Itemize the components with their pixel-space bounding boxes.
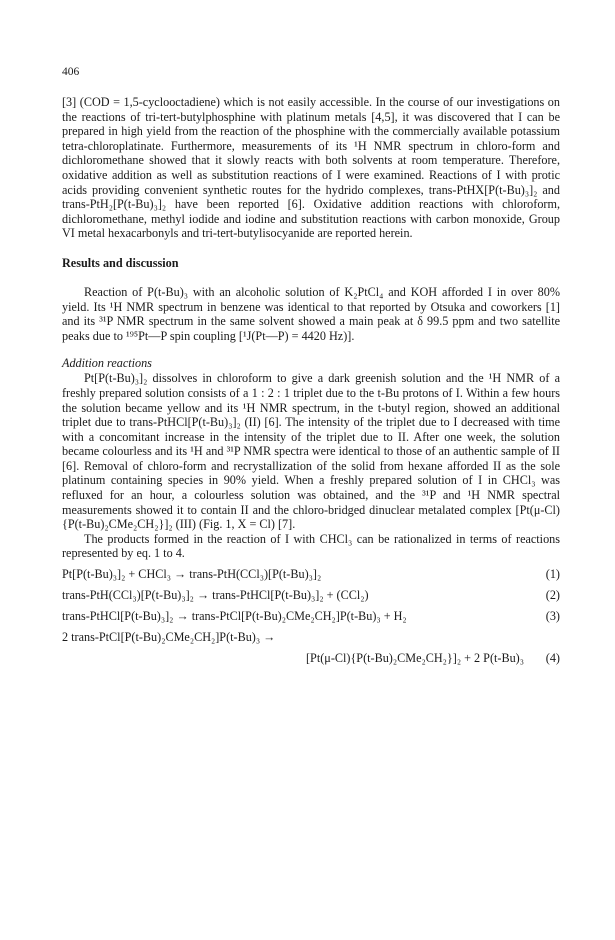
equation-number [530, 630, 560, 645]
equation-3 [62, 609, 560, 624]
addition-paragraph: Pt[P(t-Bu)₃]₂ dissolves in chloroform to give a dark greenish solution and the ¹H NMR of a freshly prepared solution consists of a 1 : 2 : 1 triplet due to the t-Bu protons of I. Within a few hours the solution became yellow and its ¹H NMR spectrum, in the t-butyl region, showed an additional triplet due to trans-PtHCl[P(t-Bu)₃]₂ (II) [6]. The intensity of the triplet due to I decreased with time with a concomitant increase in the intensity of the triplet due to II. After one week, the solution became colourless and its ¹H and ³¹P NMR spectra were identical to those of an authentic sample of II [6]. Removal of chloro-form and recrystallization of the solid from hexane afforded II as the sole platinum containing species in 90% yield. When a freshly prepared solution of I in CHCl₃ was refluxed for an hour, a colourless solution was obtained, and the ³¹P and ¹H NMR spectral measurements showed it to contain II and the chloro-bridged dinuclear metalated complex [Pt(μ-Cl){P(t-Bu)₂CMe₂CH₂}]₂ (III) (Fig. 1, X = Cl) [7]. [62, 371, 560, 532]
equation-text: trans-PtHCl[P(t-Bu)₃]₂ → trans-PtCl[P(t-Bu)₂CMe₂CH₂]P(t-Bu)₃ + H₂ [62, 609, 407, 623]
page-number: 406 [62, 66, 80, 78]
equation-text: 2 trans-PtCl[P(t-Bu)₂CMe₂CH₂]P(t-Bu)₃ → [62, 629, 276, 644]
results-paragraph: Reaction of P(t-Bu)₃ with an alcoholic solution of K₂PtCl₄ and KOH afforded I in over 80% yield. Its ¹H NMR spectrum in benzene was identical to that reported by Otsuka and coworkers [1] and its ³¹P NMR spectrum in the same solvent showed a main peak at δ 99.5 ppm and two satellite peaks due to ¹⁹⁵Pt—P spin coupling [¹J(Pt—P) = 4420 Hz)]. [62, 284, 560, 343]
products-paragraph: The products formed in the reaction of I with CHCl₃ can be rationalized in terms of reactions represented by eq. 1 to 4. [62, 531, 560, 561]
section-heading: Results and discussion [62, 255, 179, 270]
intro-paragraph: [3] (COD = 1,5-cyclooctadiene) which is not easily accessible. In the course of our investigations on the reactions of tri-tert-butylphosphine with platinum metals [4,5], it was discovered that I can be prepared in high yield from the reaction of the phosphine with the commercially available potassium tetra-chloroplatinate. Furthermore, measurements of its ¹H NMR spectrum in chloro-form and dichloromethane showed that it slowly reacts with both solvents at room temperature. Therefore, oxidative addition as well as substitution reactions of I were examined. Reactions of I with protic acids providing convenient synthetic routes for the hydrido complexes, trans-PtHX[P(t-Bu)₃]₂ and trans-PtH₂[P(t-Bu)₃]₂ have been reported [6]. Oxidative addition reactions with chloroform, dichloromethane, methyl iodide and iodine and substitution reactions with carbon monoxide, Group VI metal hexacarbonyls and tri-tert-butylisocyanide are reported herein. [62, 95, 560, 241]
equation-number: (4) [545, 650, 560, 665]
equation-number: (2) [545, 588, 560, 603]
equation-number: (1) [545, 567, 560, 582]
equation-2 [62, 588, 560, 603]
equation-4-line-1 [62, 630, 560, 645]
subsection-heading: Addition reactions [62, 356, 152, 371]
page [62, 66, 560, 672]
equation-text: [Pt(μ-Cl){P(t-Bu)₂CMe₂CH₂}]₂ + 2 P(t-Bu)₃ [306, 650, 524, 665]
equation-1 [62, 567, 560, 582]
equation-text: trans-PtH(CCl₃)[P(t-Bu)₃]₂ → trans-PtHCl[P(t-Bu)₃]₂ + (CCl₂) [62, 588, 369, 603]
equation-block [62, 567, 560, 666]
equation-4-line-2 [62, 651, 560, 666]
equation-text: Pt[P(t-Bu)₃]₂ + CHCl₃ → trans-PtH(CCl₃)[P(t-Bu)₃]₂ [62, 567, 322, 582]
equation-number: (3) [545, 609, 560, 623]
